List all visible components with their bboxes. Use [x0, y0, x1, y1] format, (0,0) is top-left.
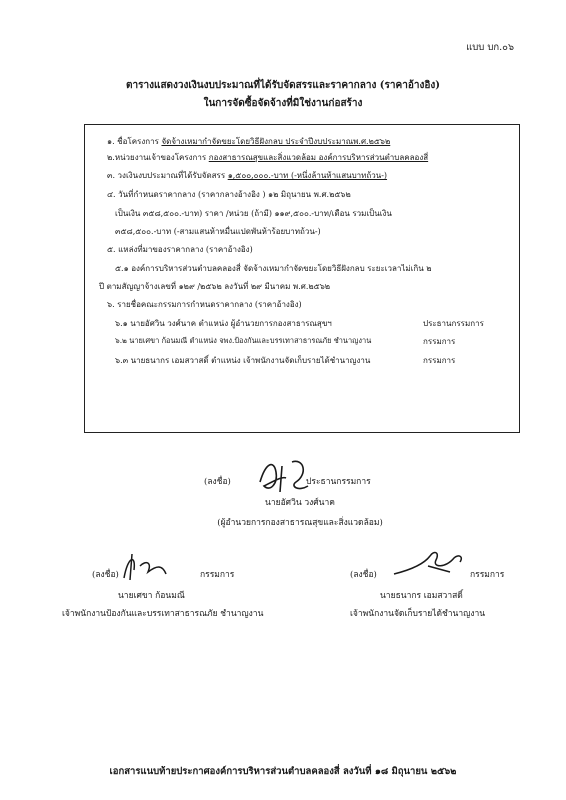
member1-role: กรรมการ: [200, 570, 235, 580]
item4-line3: ๓๕๘,๕๐๐.-บาท (-สามแสนห้าหมื่นแปดพันห้าร้อยบาทถ้วน-): [115, 227, 321, 236]
item3-row: [107, 169, 387, 182]
member2-sign-label: (ลงชื่อ): [350, 570, 377, 580]
item2-row: [107, 151, 428, 164]
project-details-box: [84, 124, 520, 433]
item5-line2: ปี ตามสัญญาจ้างเลขที่ ๑๒๙ /๒๕๖๒ ลงวันที่ ๒๙ มีนาคม พ.ศ.๒๕๖๒: [99, 282, 331, 291]
committee-member-name: ๖.๓ นายธนากร เอมสวาสดิ์ ตำแหน่ง เจ้าพนักงานจัดเก็บรายได้ชำนาญงาน: [115, 356, 371, 365]
member1-signature-scribble: [118, 548, 170, 584]
item6-heading: ๖. รายชื่อคณะกรรมการกำหนดราคากลาง (ราคาอ้างอิง): [107, 300, 302, 309]
item4-line1: ๔. วันที่กำหนดราคากลาง (ราคากลางอ้างอิง ) ๑๒ มิถุนายน พ.ศ.๒๕๖๒: [107, 190, 351, 199]
item5-heading: ๕. แหล่งที่มาของราคากลาง (ราคาอ้างอิง): [107, 245, 253, 254]
chair-signature-scribble: [252, 452, 312, 498]
member2-role: กรรมการ: [470, 570, 505, 580]
committee-member-name: ๖.๑ นายอัศวิน วงศ์นาค ตำแหน่ง ผู้อำนวยการกองสาธารณสุขฯ: [115, 319, 332, 328]
member2-name: นายธนากร เอมสวาสดิ์: [380, 591, 463, 601]
footer-note: เอกสารแนบท้ายประกาศองค์การบริหารส่วนตำบลคลองสี่ ลงวันที่ ๑๘ มิถุนายน ๒๕๖๒: [109, 766, 457, 777]
item1-label: ๑. ชื่อโครงการ: [107, 137, 159, 146]
item3-label: ๓. วงเงินงบประมาณที่ได้รับจัดสรร: [107, 171, 226, 180]
item5-line1: ๕.๑ องค์การบริหารส่วนตำบลคลองสี่ จัดจ้างเหมากำจัดขยะโดยวิธีฝังกลบ ระยะเวลาไม่เกิน ๒: [115, 264, 432, 273]
committee-member-role: กรรมการ: [423, 337, 456, 346]
member2-position: เจ้าพนักงานจัดเก็บรายได้ชำนาญงาน: [350, 609, 486, 619]
member1-position: เจ้าพนักงานป้องกันและบรรเทาสาธารณภัย ชำนาญงาน: [62, 609, 264, 619]
form-code: แบบ บก.๐๖: [466, 42, 514, 53]
chair-role: ประธานกรรมการ: [306, 477, 371, 487]
item3-value: ๑,๕๐๐,๐๐๐.-บาท (-หนึ่งล้านห้าแสนบาทถ้วน-): [227, 171, 388, 180]
item2-value: กองสาธารณสุขและสิ่งแวดล้อม องค์การบริหารส่วนตำบลคลองสี่: [208, 153, 429, 162]
document-title-line1: ตารางแสดงวงเงินงบประมาณที่ได้รับจัดสรรและราคากลาง (ราคาอ้างอิง): [126, 80, 440, 91]
committee-member-role: ประธานกรรมการ: [423, 319, 484, 328]
committee-member-role: กรรมการ: [423, 356, 456, 365]
member1-sign-label: (ลงชื่อ): [92, 570, 119, 580]
chair-name: นายอัศวิน วงศ์นาค: [265, 498, 335, 508]
item4-line2: เป็นเงิน ๓๕๘,๕๐๐.-บาท) ราคา /หน่วย (ถ้ามี) ๑๑๙,๕๐๐.-บาท/เดือน รวมเป็นเงิน: [115, 209, 392, 218]
chair-position: (ผู้อำนวยการกองสาธารณสุขและสิ่งแวดล้อม): [217, 518, 383, 528]
member2-signature-scribble: [390, 546, 470, 580]
document-title-line2: ในการจัดซื้อจัดจ้างที่มิใช่งานก่อสร้าง: [203, 98, 363, 109]
item1-value: จัดจ้างเหมากำจัดขยะโดยวิธีฝังกลบ ประจำปีงบประมาณพ.ศ.๒๕๖๒: [161, 137, 391, 146]
member1-name: นายเศขา ก้อนมณี: [118, 591, 185, 601]
item2-label: ๒.หน่วยงานเจ้าของโครงการ: [107, 153, 207, 162]
item1-row: [107, 135, 390, 148]
chair-sign-label: (ลงชื่อ): [204, 477, 231, 487]
committee-member-name: ๖.๒ นายเศขา ก้อนมณี ตำแหน่ง จพง.ป้องกันและบรรเทาสาธารณภัย ชำนาญงาน: [115, 336, 372, 345]
